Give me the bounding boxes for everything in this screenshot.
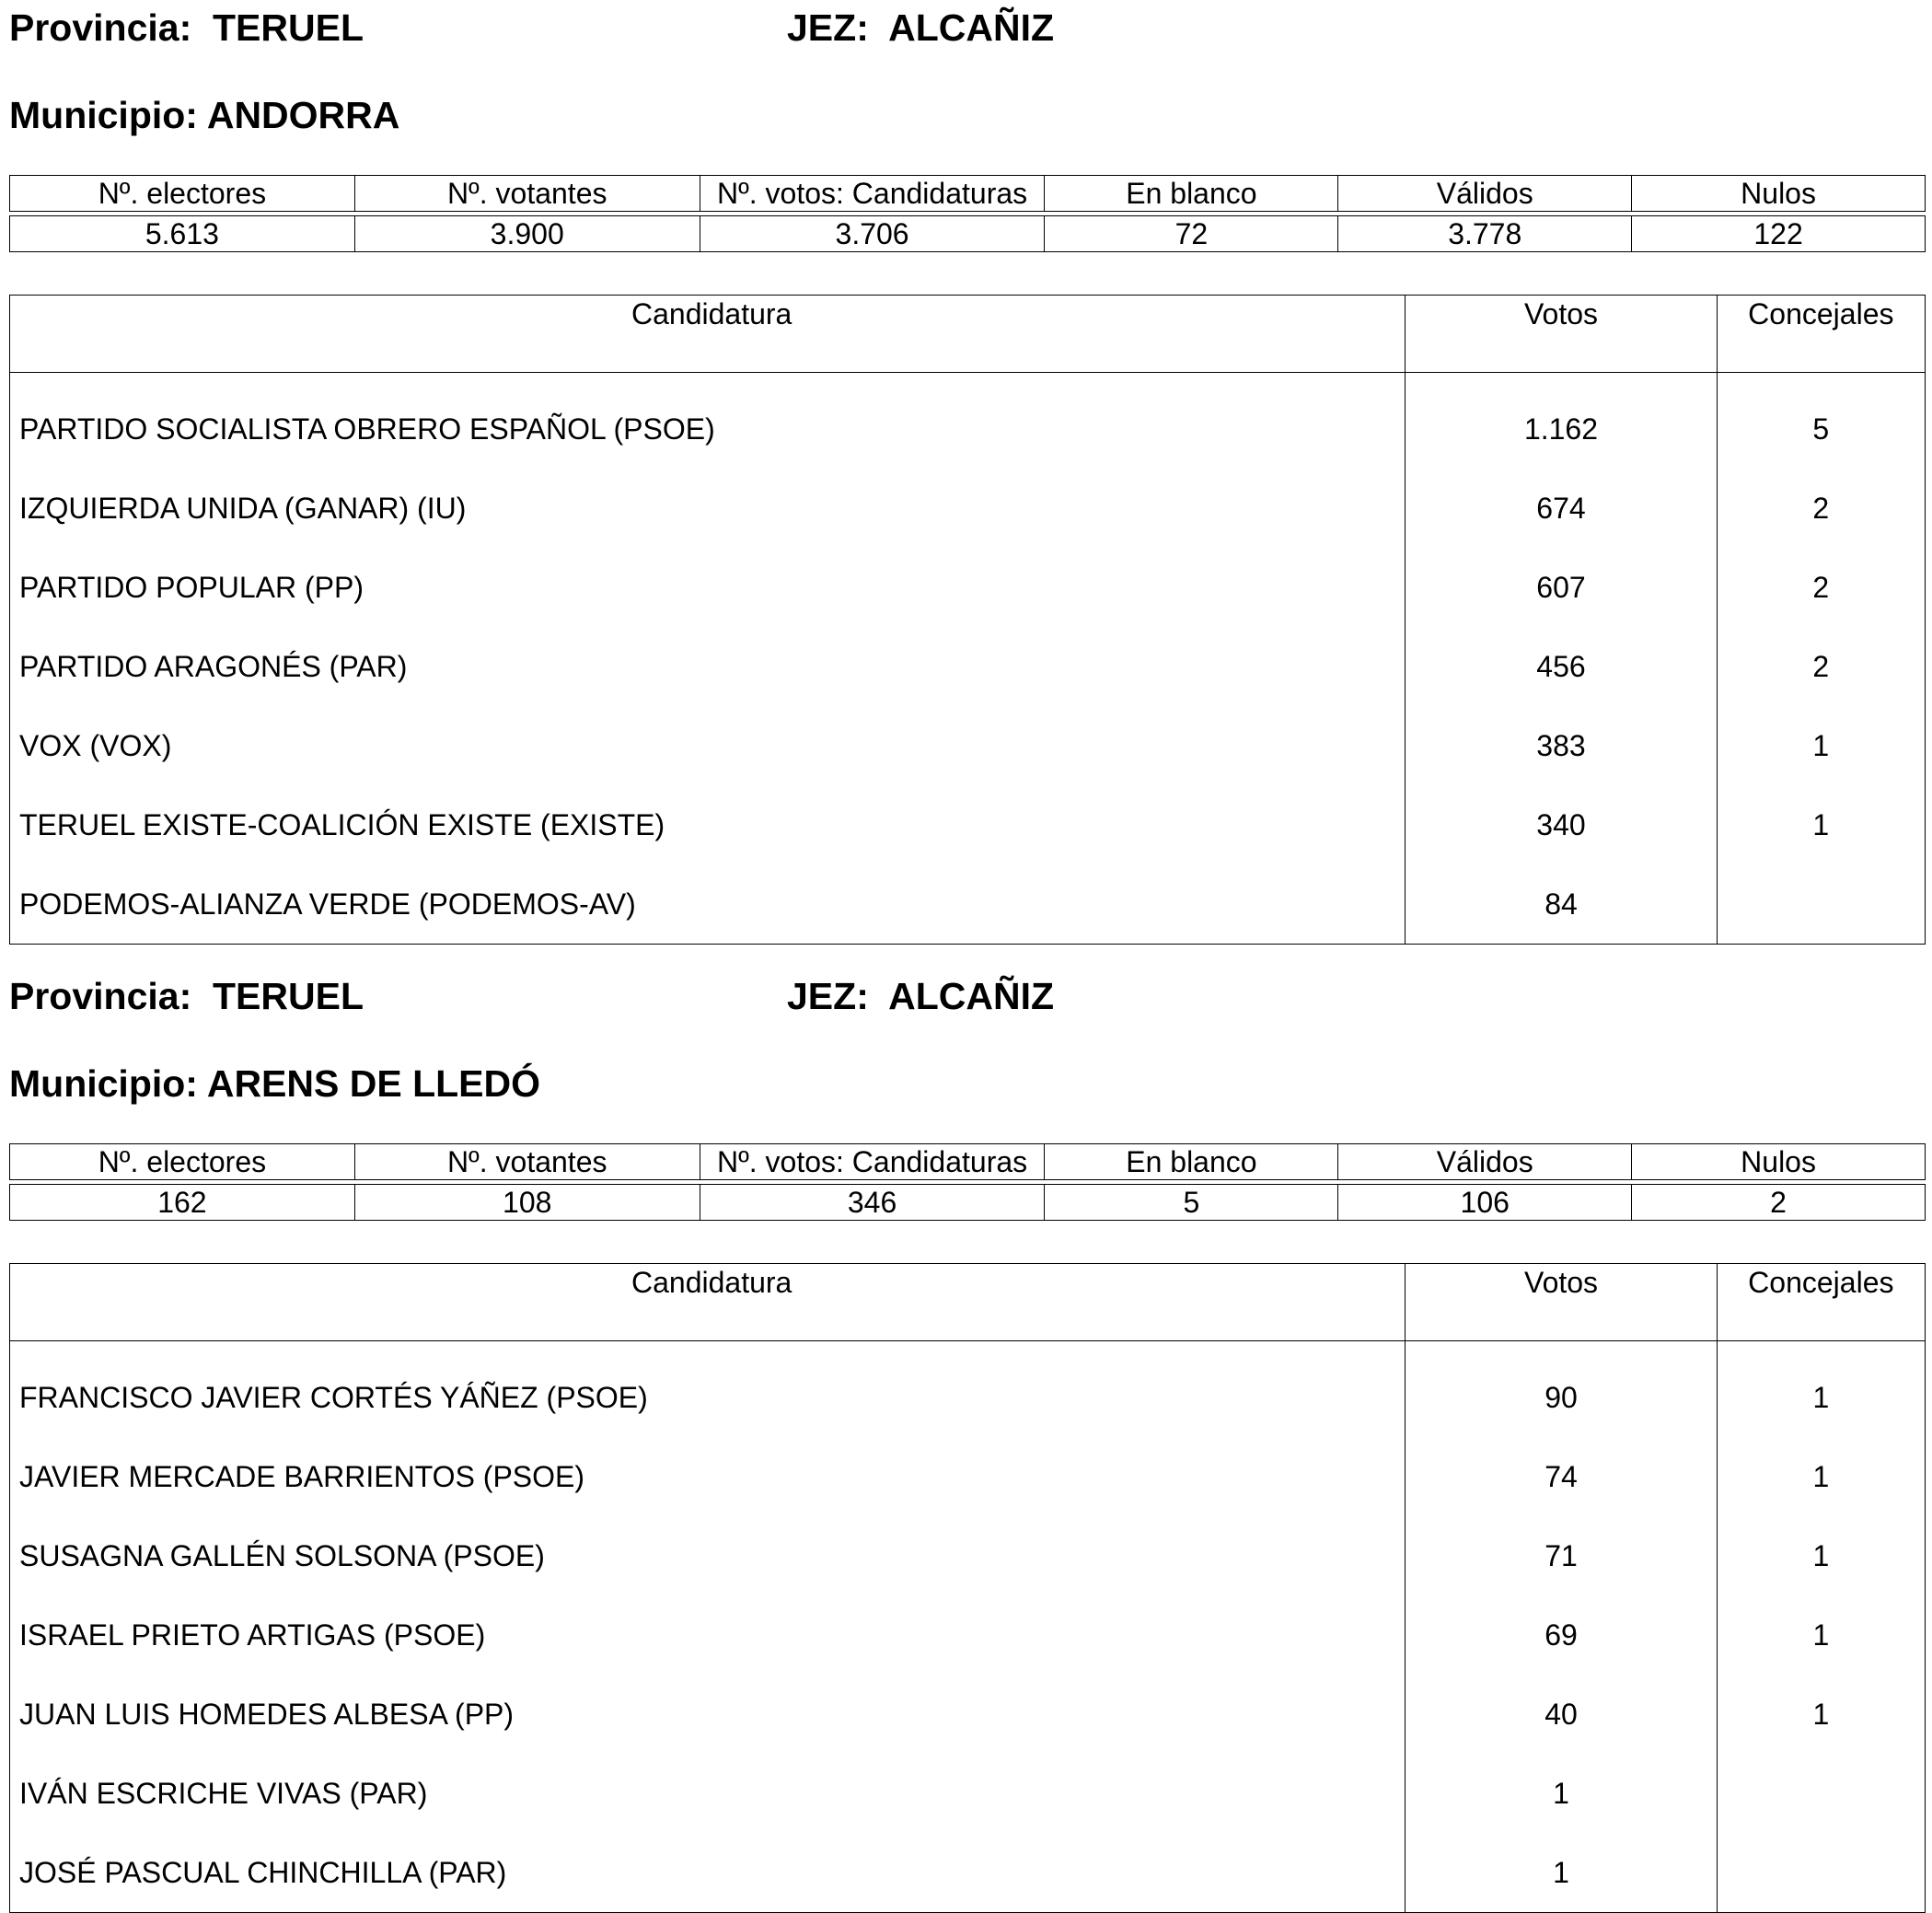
summary-value-votos-candidaturas: 346 xyxy=(700,1185,1045,1221)
votos-cell: 340 xyxy=(1406,785,1717,864)
table-row xyxy=(10,785,1926,864)
summary-value-votos-candidaturas: 3.706 xyxy=(700,216,1045,252)
candidatura-cell: IZQUIERDA UNIDA (GANAR) (IU) xyxy=(10,469,1406,548)
provincia-label: Provincia: TERUEL xyxy=(9,975,364,1017)
summary-header-row xyxy=(10,176,1926,212)
municipio-section xyxy=(9,0,1926,921)
summary-value-nulos: 2 xyxy=(1632,1185,1926,1221)
candidatura-cell: PARTIDO POPULAR (PP) xyxy=(10,548,1406,627)
candidatura-cell: PODEMOS-ALIANZA VERDE (PODEMOS-AV) xyxy=(10,864,1406,945)
results-header-candidatura: Candidatura xyxy=(10,1264,1406,1341)
summary-header-validos: Válidos xyxy=(1338,1144,1632,1180)
candidatura-cell: PARTIDO SOCIALISTA OBRERO ESPAÑOL (PSOE) xyxy=(10,373,1406,470)
table-row xyxy=(10,864,1926,945)
concejales-cell: 1 xyxy=(1812,1697,1830,1731)
summary-header-validos: Válidos xyxy=(1338,176,1632,212)
summary-value-electores: 5.613 xyxy=(10,216,355,252)
summary-header-electores: Nº. electores xyxy=(10,176,355,212)
table-row xyxy=(10,373,1926,470)
concejales-cell: 2 xyxy=(1812,491,1830,525)
candidatura-cell: VOX (VOX) xyxy=(10,706,1406,785)
table-row xyxy=(10,548,1926,627)
votos-cell: 1.162 xyxy=(1406,373,1717,470)
candidatura-cell: SUSAGNA GALLÉN SOLSONA (PSOE) xyxy=(10,1516,1406,1595)
concejales-cell: 1 xyxy=(1812,1617,1830,1652)
results-header-concejales: Concejales xyxy=(1717,296,1925,373)
jez-label: JEZ: ALCAÑIZ xyxy=(787,975,1055,1017)
concejales-cell xyxy=(1717,1833,1925,1913)
summary-value-en-blanco: 72 xyxy=(1045,216,1338,252)
results-header-votos: Votos xyxy=(1406,296,1717,373)
table-row xyxy=(10,469,1926,548)
summary-value-electores: 162 xyxy=(10,1185,355,1221)
municipio-section xyxy=(9,968,1926,1889)
votos-cell: 674 xyxy=(1406,469,1717,548)
table-row xyxy=(10,1754,1926,1833)
concejales-cell xyxy=(1717,1754,1925,1833)
summary-value-validos: 3.778 xyxy=(1338,216,1632,252)
summary-values-row xyxy=(10,1185,1926,1221)
votos-cell: 69 xyxy=(1406,1595,1717,1675)
summary-values-row xyxy=(10,216,1926,252)
candidatura-cell: ISRAEL PRIETO ARTIGAS (PSOE) xyxy=(10,1595,1406,1675)
summary-header-electores: Nº. electores xyxy=(10,1144,355,1180)
votos-cell: 383 xyxy=(1406,706,1717,785)
table-row xyxy=(10,1595,1926,1675)
concejales-cell: 1 xyxy=(1812,1459,1830,1493)
candidatura-cell: PARTIDO ARAGONÉS (PAR) xyxy=(10,627,1406,706)
candidatura-cell: JAVIER MERCADE BARRIENTOS (PSOE) xyxy=(10,1437,1406,1516)
concejales-cell: 1 xyxy=(1812,807,1830,841)
concejales-cell: 1 xyxy=(1812,1380,1830,1414)
table-row xyxy=(10,1675,1926,1754)
table-row xyxy=(10,1516,1926,1595)
summary-value-votantes: 3.900 xyxy=(354,216,700,252)
summary-value-nulos: 122 xyxy=(1632,216,1926,252)
header-line xyxy=(9,968,1926,1024)
municipio-title: Municipio: ARENS DE LLEDÓ xyxy=(9,1062,541,1105)
summary-header-nulos: Nulos xyxy=(1632,176,1926,212)
results-header-row xyxy=(10,296,1926,373)
jez-label: JEZ: ALCAÑIZ xyxy=(787,6,1055,49)
votos-cell: 1 xyxy=(1406,1754,1717,1833)
table-row xyxy=(10,627,1926,706)
votos-cell: 84 xyxy=(1406,864,1717,945)
summary-header-en-blanco: En blanco xyxy=(1045,176,1338,212)
results-header-candidatura: Candidatura xyxy=(10,296,1406,373)
summary-header-en-blanco: En blanco xyxy=(1045,1144,1338,1180)
summary-value-votantes: 108 xyxy=(354,1185,700,1221)
concejales-cell: 1 xyxy=(1812,728,1830,762)
table-row xyxy=(10,1833,1926,1913)
summary-header-nulos: Nulos xyxy=(1632,1144,1926,1180)
votos-cell: 1 xyxy=(1406,1833,1717,1913)
votos-cell: 90 xyxy=(1406,1341,1717,1438)
results-header-concejales: Concejales xyxy=(1717,1264,1925,1341)
summary-header-votos-candidaturas: Nº. votos: Candidaturas xyxy=(700,176,1045,212)
candidatura-cell: TERUEL EXISTE-COALICIÓN EXISTE (EXISTE) xyxy=(10,785,1406,864)
results-header-row xyxy=(10,1264,1926,1341)
concejales-cell xyxy=(1717,864,1925,945)
summary-header-votantes: Nº. votantes xyxy=(354,1144,700,1180)
candidatura-cell: IVÁN ESCRICHE VIVAS (PAR) xyxy=(10,1754,1406,1833)
votos-cell: 456 xyxy=(1406,627,1717,706)
summary-value-validos: 106 xyxy=(1338,1185,1632,1221)
concejales-cell: 5 xyxy=(1812,412,1830,446)
summary-table xyxy=(9,175,1926,252)
results-table xyxy=(9,1263,1926,1913)
summary-table xyxy=(9,1143,1926,1221)
results-header-votos: Votos xyxy=(1406,1264,1717,1341)
votos-cell: 40 xyxy=(1406,1675,1717,1754)
votos-cell: 607 xyxy=(1406,548,1717,627)
summary-header-votantes: Nº. votantes xyxy=(354,176,700,212)
table-row xyxy=(10,706,1926,785)
header-line xyxy=(9,0,1926,55)
summary-value-en-blanco: 5 xyxy=(1045,1185,1338,1221)
candidatura-cell: FRANCISCO JAVIER CORTÉS YÁÑEZ (PSOE) xyxy=(10,1341,1406,1438)
summary-header-votos-candidaturas: Nº. votos: Candidaturas xyxy=(700,1144,1045,1180)
provincia-label: Provincia: TERUEL xyxy=(9,6,364,49)
table-row xyxy=(10,1437,1926,1516)
votos-cell: 74 xyxy=(1406,1437,1717,1516)
votos-cell: 71 xyxy=(1406,1516,1717,1595)
municipio-title: Municipio: ANDORRA xyxy=(9,94,400,136)
concejales-cell: 2 xyxy=(1812,649,1830,683)
concejales-cell: 2 xyxy=(1812,570,1830,604)
results-table xyxy=(9,295,1926,945)
table-row xyxy=(10,1341,1926,1438)
candidatura-cell: JOSÉ PASCUAL CHINCHILLA (PAR) xyxy=(10,1833,1406,1913)
candidatura-cell: JUAN LUIS HOMEDES ALBESA (PP) xyxy=(10,1675,1406,1754)
concejales-cell: 1 xyxy=(1812,1538,1830,1572)
summary-header-row xyxy=(10,1144,1926,1180)
